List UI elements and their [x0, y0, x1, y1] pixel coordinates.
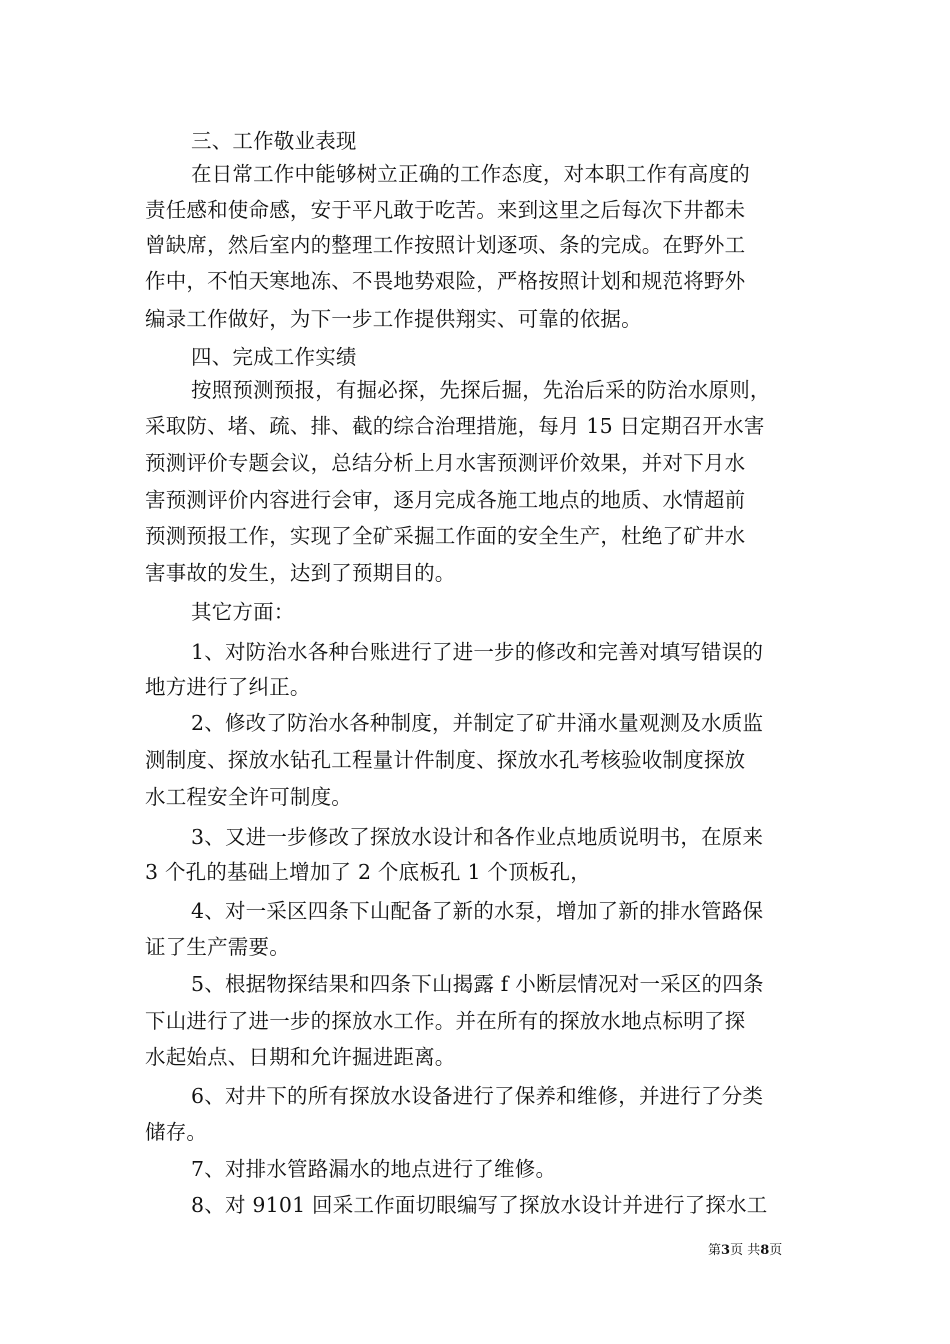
page-number-footer — [708, 1243, 782, 1259]
current-page-number: 3 — [721, 1243, 731, 1258]
list-item-line: 证了生产需要。 — [145, 935, 290, 959]
section-heading-3: 三、工作敬业表现 — [191, 129, 357, 153]
paragraph-line: 在日常工作中能够树立正确的工作态度，对本职工作有高度的 — [191, 162, 750, 186]
paragraph-line: 害预测评价内容进行会审，逐月完成各施工地点的地质、水情超前 — [145, 488, 746, 512]
list-item-line: 2、修改了防治水各种制度，并制定了矿井涌水量观测及水质监 — [191, 711, 764, 735]
list-item-line: 1、对防治水各种台账进行了进一步的修改和完善对填写错误的 — [191, 640, 764, 664]
total-page-count: 8 — [760, 1243, 770, 1258]
paragraph-line: 预测评价专题会议，总结分析上月水害预测评价效果，并对下月水 — [145, 451, 746, 475]
list-item-line: 6、对井下的所有探放水设备进行了保养和维修，并进行了分类 — [191, 1084, 764, 1108]
list-item-line: 地方进行了纠正。 — [145, 675, 311, 699]
paragraph-line: 责任感和使命感，安于平凡敢于吃苦。来到这里之后每次下井都未 — [145, 198, 746, 222]
paragraph-line: 曾缺席，然后室内的整理工作按照计划逐项、条的完成。在野外工 — [145, 233, 746, 257]
paragraph-line: 害事故的发生，达到了预期目的。 — [145, 561, 456, 585]
list-item-line: 3 个孔的基础上增加了 2 个底板孔 1 个顶板孔， — [145, 860, 591, 884]
other-aspects-heading: 其它方面： — [191, 600, 295, 624]
list-item-line: 3、又进一步修改了探放水设计和各作业点地质说明书，在原来 — [191, 825, 764, 849]
list-item-line: 水工程安全许可制度。 — [145, 785, 352, 809]
list-item-line: 储存。 — [145, 1120, 208, 1144]
list-item-line: 8、对 9101 回采工作面切眼编写了探放水设计并进行了探水工 — [191, 1193, 768, 1217]
paragraph-line: 编录工作做好，为下一步工作提供翔实、可靠的依据。 — [145, 307, 642, 331]
paragraph-line: 作中，不怕天寒地冻、不畏地势艰险，严格按照计划和规范将野外 — [145, 269, 746, 293]
paragraph-line: 按照预测预报，有掘必探，先探后掘，先治后采的防治水原则， — [191, 378, 771, 402]
list-item-line: 7、对排水管路漏水的地点进行了维修。 — [191, 1157, 557, 1181]
paragraph-line: 预测预报工作，实现了全矿采掘工作面的安全生产，杜绝了矿井水 — [145, 524, 746, 548]
list-item-line: 4、对一采区四条下山配备了新的水泵，增加了新的排水管路保 — [191, 899, 764, 923]
paragraph-line: 采取防、堵、疏、排、截的综合治理措施，每月 15 日定期召开水害 — [145, 414, 765, 438]
list-item-line: 测制度、探放水钻孔工程量计件制度、探放水孔考核验收制度探放 — [145, 748, 746, 772]
footer-suffix: 页 — [769, 1243, 783, 1258]
section-heading-4: 四、完成工作实绩 — [191, 345, 357, 369]
footer-middle: 页 共 — [730, 1243, 761, 1258]
list-item-line: 5、根据物探结果和四条下山揭露 f 小断层情况对一采区的四条 — [191, 972, 764, 996]
list-item-line: 下山进行了进一步的探放水工作。并在所有的探放水地点标明了探 — [145, 1009, 746, 1033]
list-item-line: 水起始点、日期和允许掘进距离。 — [145, 1045, 456, 1069]
footer-prefix: 第 — [708, 1243, 722, 1258]
